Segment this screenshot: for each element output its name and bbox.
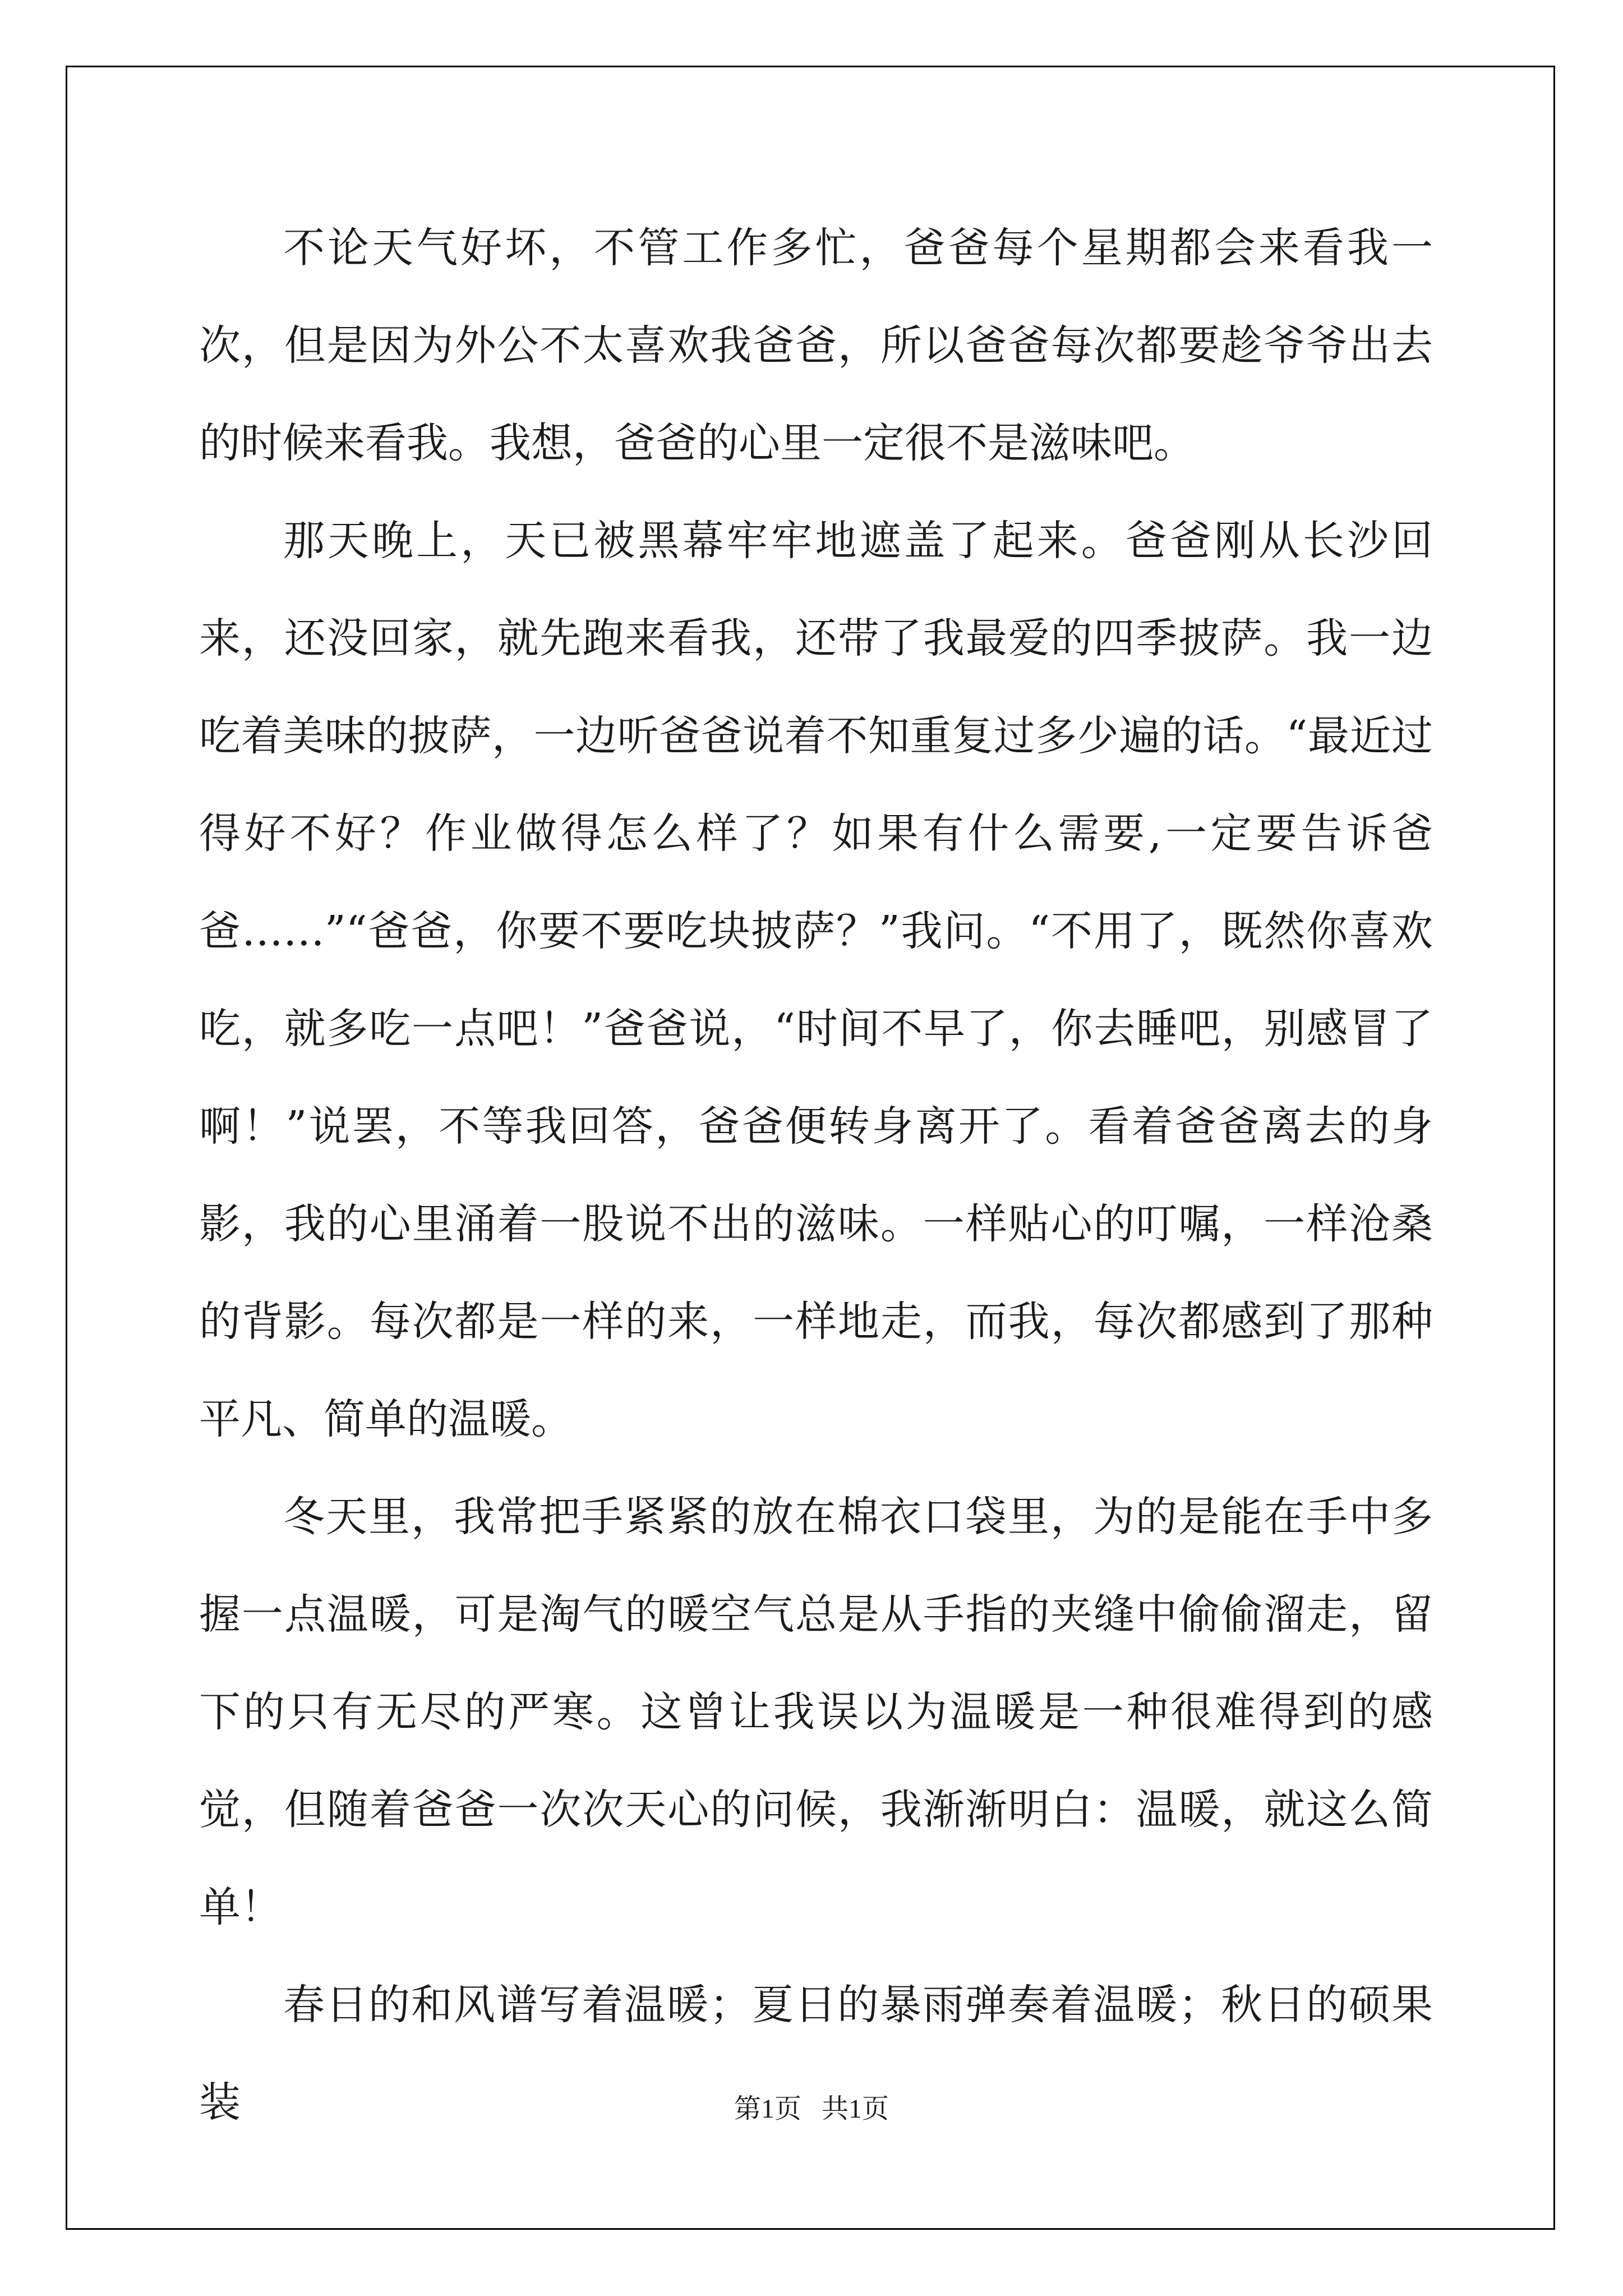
paragraph-4: 春日的和风谱写着温暖；夏日的暴雨弹奏着温暖；秋日的硕果装	[199, 1981, 1433, 2127]
paragraph-2: 那天晚上，天已被黑幕牢牢地遮盖了起来。爸爸刚从长沙回来，还没回家，就先跑来看我，还带了我最爱的四季披萨。我一边吃着美味的披萨，一边听爸爸说着不知重复过多少遍的话。“最近过得好不好？作业做得怎么样了？如果有什么需要,一定要告诉爸爸……”“爸爸，你要不要吃块披萨？”我问。“不用了，既然你喜欢吃，就多吃一点吧！”爸爸说，“时间不早了，你去睡吧，别感冒了啊！”说罢，不等我回答，爸爸便转身离开了。看着爸爸离去的身影，我的心里涌着一股说不出的滋味。一样贴心的叮嘱，一样沧桑的背影。每次都是一样的来，一样地走，而我，每次都感到了那种平凡、简单的温暖。	[199, 517, 1433, 1443]
paragraph-3: 冬天里，我常把手紧紧的放在棉衣口袋里，为的是能在手中多握一点温暖，可是淘气的暖空气总是从手指的夹缝中偷偷溜走，留下的只有无尽的严寒。这曾让我误以为温暖是一种很难得到的感觉，但随着爸爸一次次天心的问候，我渐渐明白：温暖，就这么简单！	[199, 1493, 1433, 1931]
page-number-footer: 第1页 共1页	[734, 2094, 889, 2124]
document-body	[199, 199, 1433, 2151]
paragraph-1: 不论天气好坏，不管工作多忙，爸爸每个星期都会来看我一次，但是因为外公不太喜欢我爸爸，所以爸爸每次都要趁爷爷出去的时候来看我。我想，爸爸的心里一定很不是滋味吧。	[199, 224, 1433, 467]
